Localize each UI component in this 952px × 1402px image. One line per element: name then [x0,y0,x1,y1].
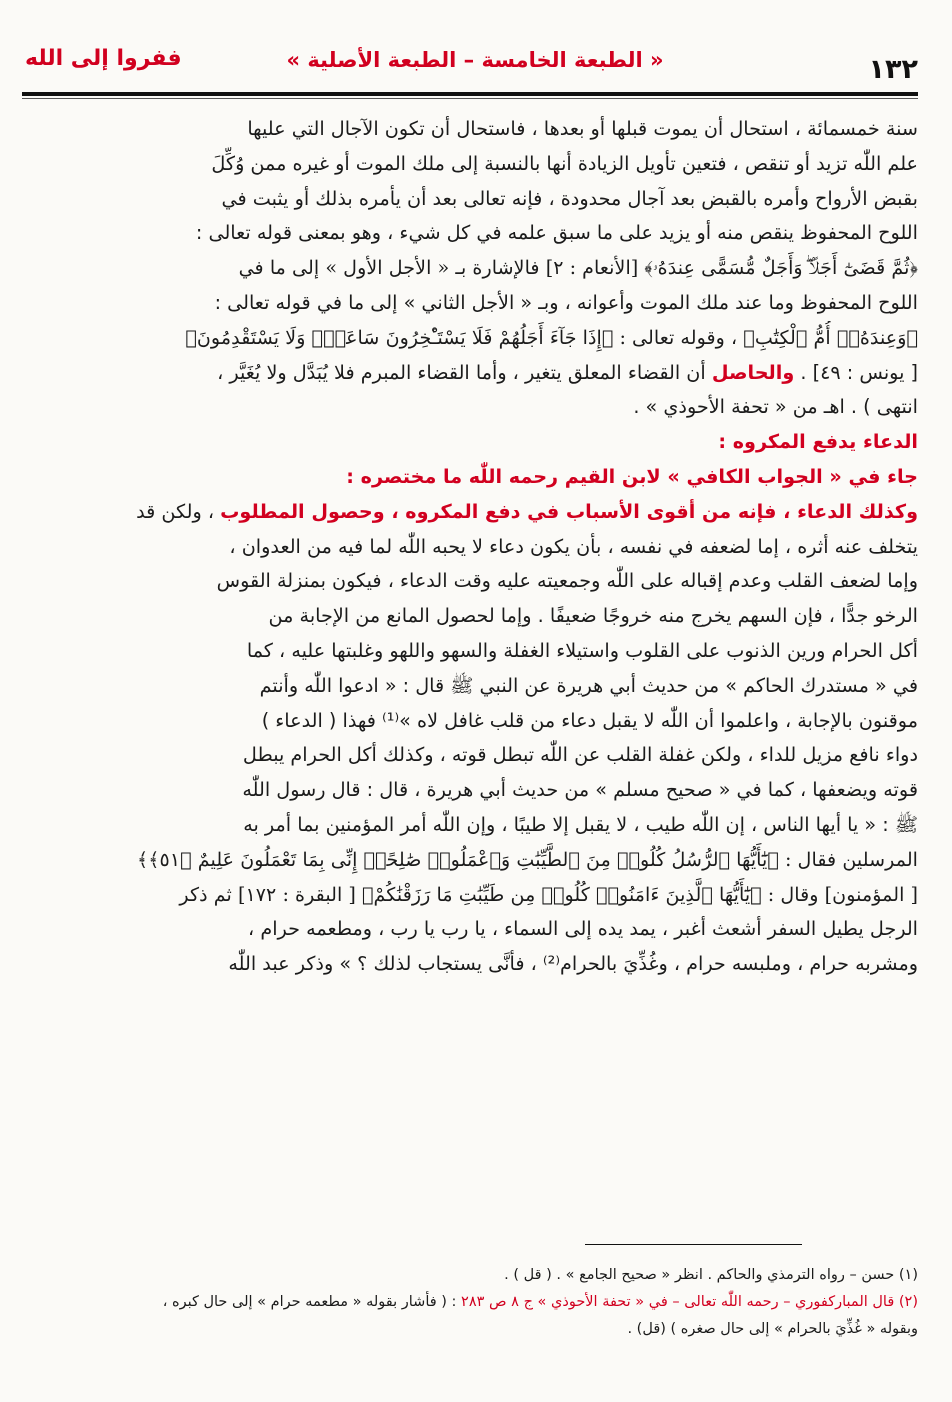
header-rule [22,92,918,96]
text-line: انتهى ) . اهـ من « تحفة الأحوذي » . [633,395,918,419]
quran-verse-line: ﴿وَعِندَهُۥٓ أُمُّ ٱلْكِتَٰبِ﴾ ، وقوله تعالى : ﴿إِذَا جَآءَ أَجَلُهُمْ فَلَا يَسْتَـْٔخِرُونَ سَاعَةًۖ وَلَا يَسْتَقْدِمُونَ﴾ [185,325,918,349]
text-line: اللوح المحفوظ وما عند ملك الموت وأعوانه ، وبـ « الأجل الثاني » إلى ما في قوله تعالى : [214,290,918,314]
quran-verse-line: المرسلين فقال : ﴿يَٰٓأَيُّهَا ٱلرُّسُلُ كُلُوا۟ مِنَ ٱلطَّيِّبَٰتِ وَٱعْمَلُوا۟ صَٰلِحًاۖ إِنِّى بِمَا تَعْمَلُونَ عَلِيمٌ ﴿٥١﴾﴾ [137,847,918,871]
section-heading: الدعاء يدفع المكروه : [718,430,918,454]
text-line [40,495,918,530]
conclusion-keyword: والحاصل [711,360,795,384]
text-line: موقنون بالإجابة ، واعلموا أن اللّٰه لا يقبل دعاء من قلب غافل لاه »⁽¹⁾ فهذا ( الدعاء ) [261,708,918,732]
book-title: ففروا إلى الله [25,46,182,71]
text-line [40,356,918,391]
text-line: يتخلف عنه أثره ، إما لضعفه في نفسه ، بأن يكون دعاء لا يحبه اللّٰه لما فيه من العدوان ، [229,534,918,558]
highlighted-text: وكذلك الدعاء ، فإنه من أقوى الأسباب في دفع المكروه ، وحصول المطلوب [220,499,918,523]
edition-label: « الطبعة الخامسة – الطبعة الأصلية » [286,48,664,72]
text-line: دواء نافع مزيل للداء ، ولكن غفلة القلب عن اللّٰه تبطل قوته ، وكذلك أكل الحرام يبطل [242,743,918,767]
text-line: وإما لضعف القلب وعدم إقباله على اللّٰه وجمعيته عليه وقت الدعاء ، فيكون بمنزلة القوس [216,569,918,593]
text-line: أكل الحرام ورين الذنوب على القلوب واستيلاء الغفلة والسهو واللهو وغلبتها عليه ، كما [246,638,918,662]
footnote-2-text: : ( فأشار بقوله « مطعمه حرام » إلى حال كبره ، [162,1294,462,1310]
quran-verse-line: [ المؤمنون] وقال : ﴿يَٰٓأَيُّهَا ٱلَّذِينَ ءَامَنُوا۟ كُلُوا۟ مِن طَيِّبَٰتِ مَا رَزَقْنَٰكُمْ﴾ [ البقرة : ١٧٢] ثم ذكر [179,882,918,906]
page-header [20,40,918,86]
text-line: علم اللّٰه تزيد أو تنقص ، فتعين تأويل الزيادة أنها بالنسبة إلى ملك الموت أو غيره ممن وُكِّلَ [211,151,918,175]
main-text [40,112,918,982]
verse-reference: [ يونس : ٤٩] . [800,360,918,384]
text-fragment: ، ولكن قد [136,499,221,523]
text-line: بقبض الأرواح وأمره بالقبض بعد آجال محدودة ، فإنه تعالى بعد أن يأمره بذلك أو يثبت في [221,186,918,210]
quran-verse-line: ﴿ثُمَّ قَضَىٰٓ أَجَلًاۖ وَأَجَلٌ مُّسَمًّى عِندَهُۥ﴾ [الأنعام : ٢] فالإشارة بـ « الأجل الأول » إلى ما في [238,256,918,280]
text-fragment: أن القضاء المعلق يتغير ، وأما القضاء المبرم فلا يُبَدَّل ولا يُغَيَّر ، [217,360,706,384]
text-line: قوته ويضعفها ، كما في « صحيح مسلم » من حديث أبي هريرة ، قال : قال رسول اللّٰه [242,778,918,802]
footnote-1: (١) حسن – رواه الترمذي والحاكم . انظر « صحيح الجامع » . ( قل ) . [504,1267,918,1283]
text-line: ومشربه حرام ، وملبسه حرام ، وغُذِّيَ بالحرام⁽²⁾ ، فأنَّى يستجاب لذلك ؟ » وذكر عبد اللّٰه [228,952,918,976]
text-line: الرخو جدًّا ، فإن السهم يخرج منه خروجًا ضعيفًا . وإما لحصول المانع من الإجابة من [268,604,918,628]
footnote-2-source: (٢) قال المباركفوري – رحمه اللّٰه تعالى – في « تحفة الأحوذي » ج ٨ ص ٢٨٣ [461,1294,918,1310]
footnote-2-continued: وبقوله « غُذِّيَ بالحرام » إلى حال صغره ) (قل) . [627,1321,918,1337]
footnotes [28,1262,918,1343]
header-rule-thin [22,98,918,99]
source-heading: جاء في « الجواب الكافي » لابن القيم رحمه اللّٰه ما مختصره : [346,464,918,488]
page-number: ١٣٢ [868,54,918,85]
text-line: اللوح المحفوظ ينقص منه أو يزيد على ما سبق علمه في كل شيء ، وهو بمعنى قوله تعالى : [195,221,918,245]
footnote-rule [585,1244,802,1245]
text-line: الرجل يطيل السفر أشعث أغبر ، يمد يده إلى السماء ، يا رب يا رب ، ومطعمه حرام ، [248,917,918,941]
text-line: سنة خمسمائة ، استحال أن يموت قبلها أو بعدها ، فاستحال أن تكون الآجال التي عليها [247,117,918,140]
text-line: في « مستدرك الحاكم » من حديث أبي هريرة عن النبي ﷺ قال : « ادعوا اللّٰه وأنتم [259,673,918,697]
text-line: ﷺ : « يا أيها الناس ، إن اللّٰه طيب ، لا يقبل إلا طيبًا ، وإن اللّٰه أمر المؤمنين بما أمر به [243,812,918,836]
footnote-2 [28,1289,918,1316]
